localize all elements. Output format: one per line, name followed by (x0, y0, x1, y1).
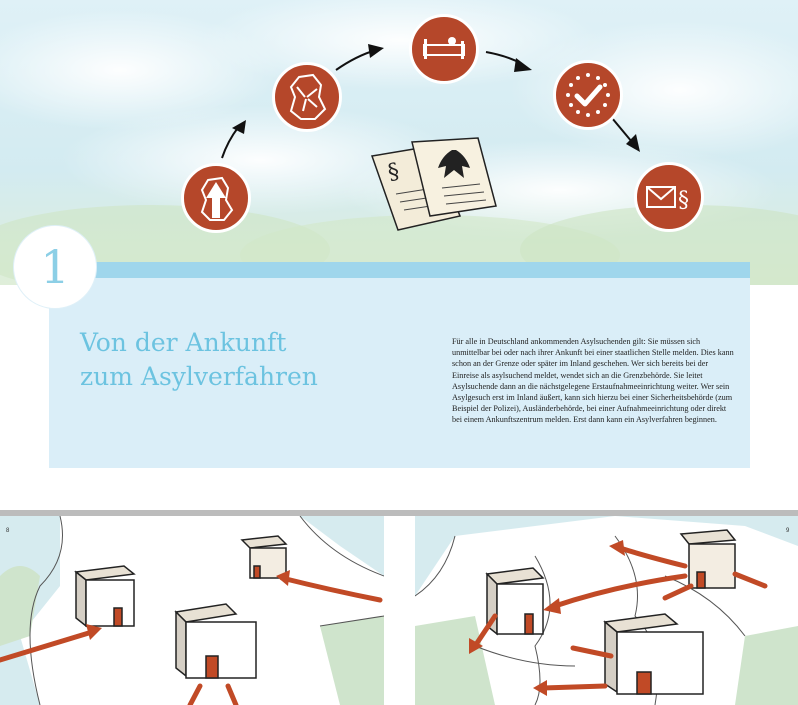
eu-checkmark-icon (553, 60, 623, 130)
thumbnail-left-map (0, 516, 384, 705)
page-title (80, 326, 380, 394)
left-page-number: 8 (6, 528, 10, 534)
right-page-number: 9 (786, 528, 790, 534)
germany-map-arrows-icon (272, 62, 342, 132)
chapter-number: 1 (14, 226, 96, 308)
thumbnail-right-map (415, 516, 798, 705)
letter-paragraph-icon (634, 162, 704, 232)
svg-text:§: § (678, 188, 689, 213)
bed-icon (409, 14, 479, 84)
title-line-2: zum Asylverfahren (80, 362, 318, 391)
body-paragraph: Für alle in Deutschland ankommenden Asylsuchenden gilt: Sie müssen sich unmittelbar bei oder nach ihrer Ankunft bei einer staatlichen Stelle melden. Dies kann schon an der Grenze oder später im Inland geschehen. Wer sich bereits bei der Einreise als asylsuchend meldet, wendet sich an die Grenzbehörde. Sie leitet Asylsuchende dann an die nächstgelegene Erstaufnahmeeinrichtung weiter. Wer sein Asylgesuch erst im Inland äußert, kann sich hierzu bei einer Sicherheitsbehörde (zum Beispiel der Polizei), Ausländerbehörde, bei einer Aufnahmeeinrichtung oder direkt bei einem Ankunftszentrum melden. Erst dann kann ein Asylverfahren beginnen. (452, 337, 734, 425)
germany-arrow-icon (181, 163, 251, 233)
title-line-1: Von der Ankunft (80, 328, 287, 357)
title-band (49, 262, 750, 278)
svg-text:§: § (385, 159, 402, 186)
document-eagle-icon (368, 136, 500, 236)
